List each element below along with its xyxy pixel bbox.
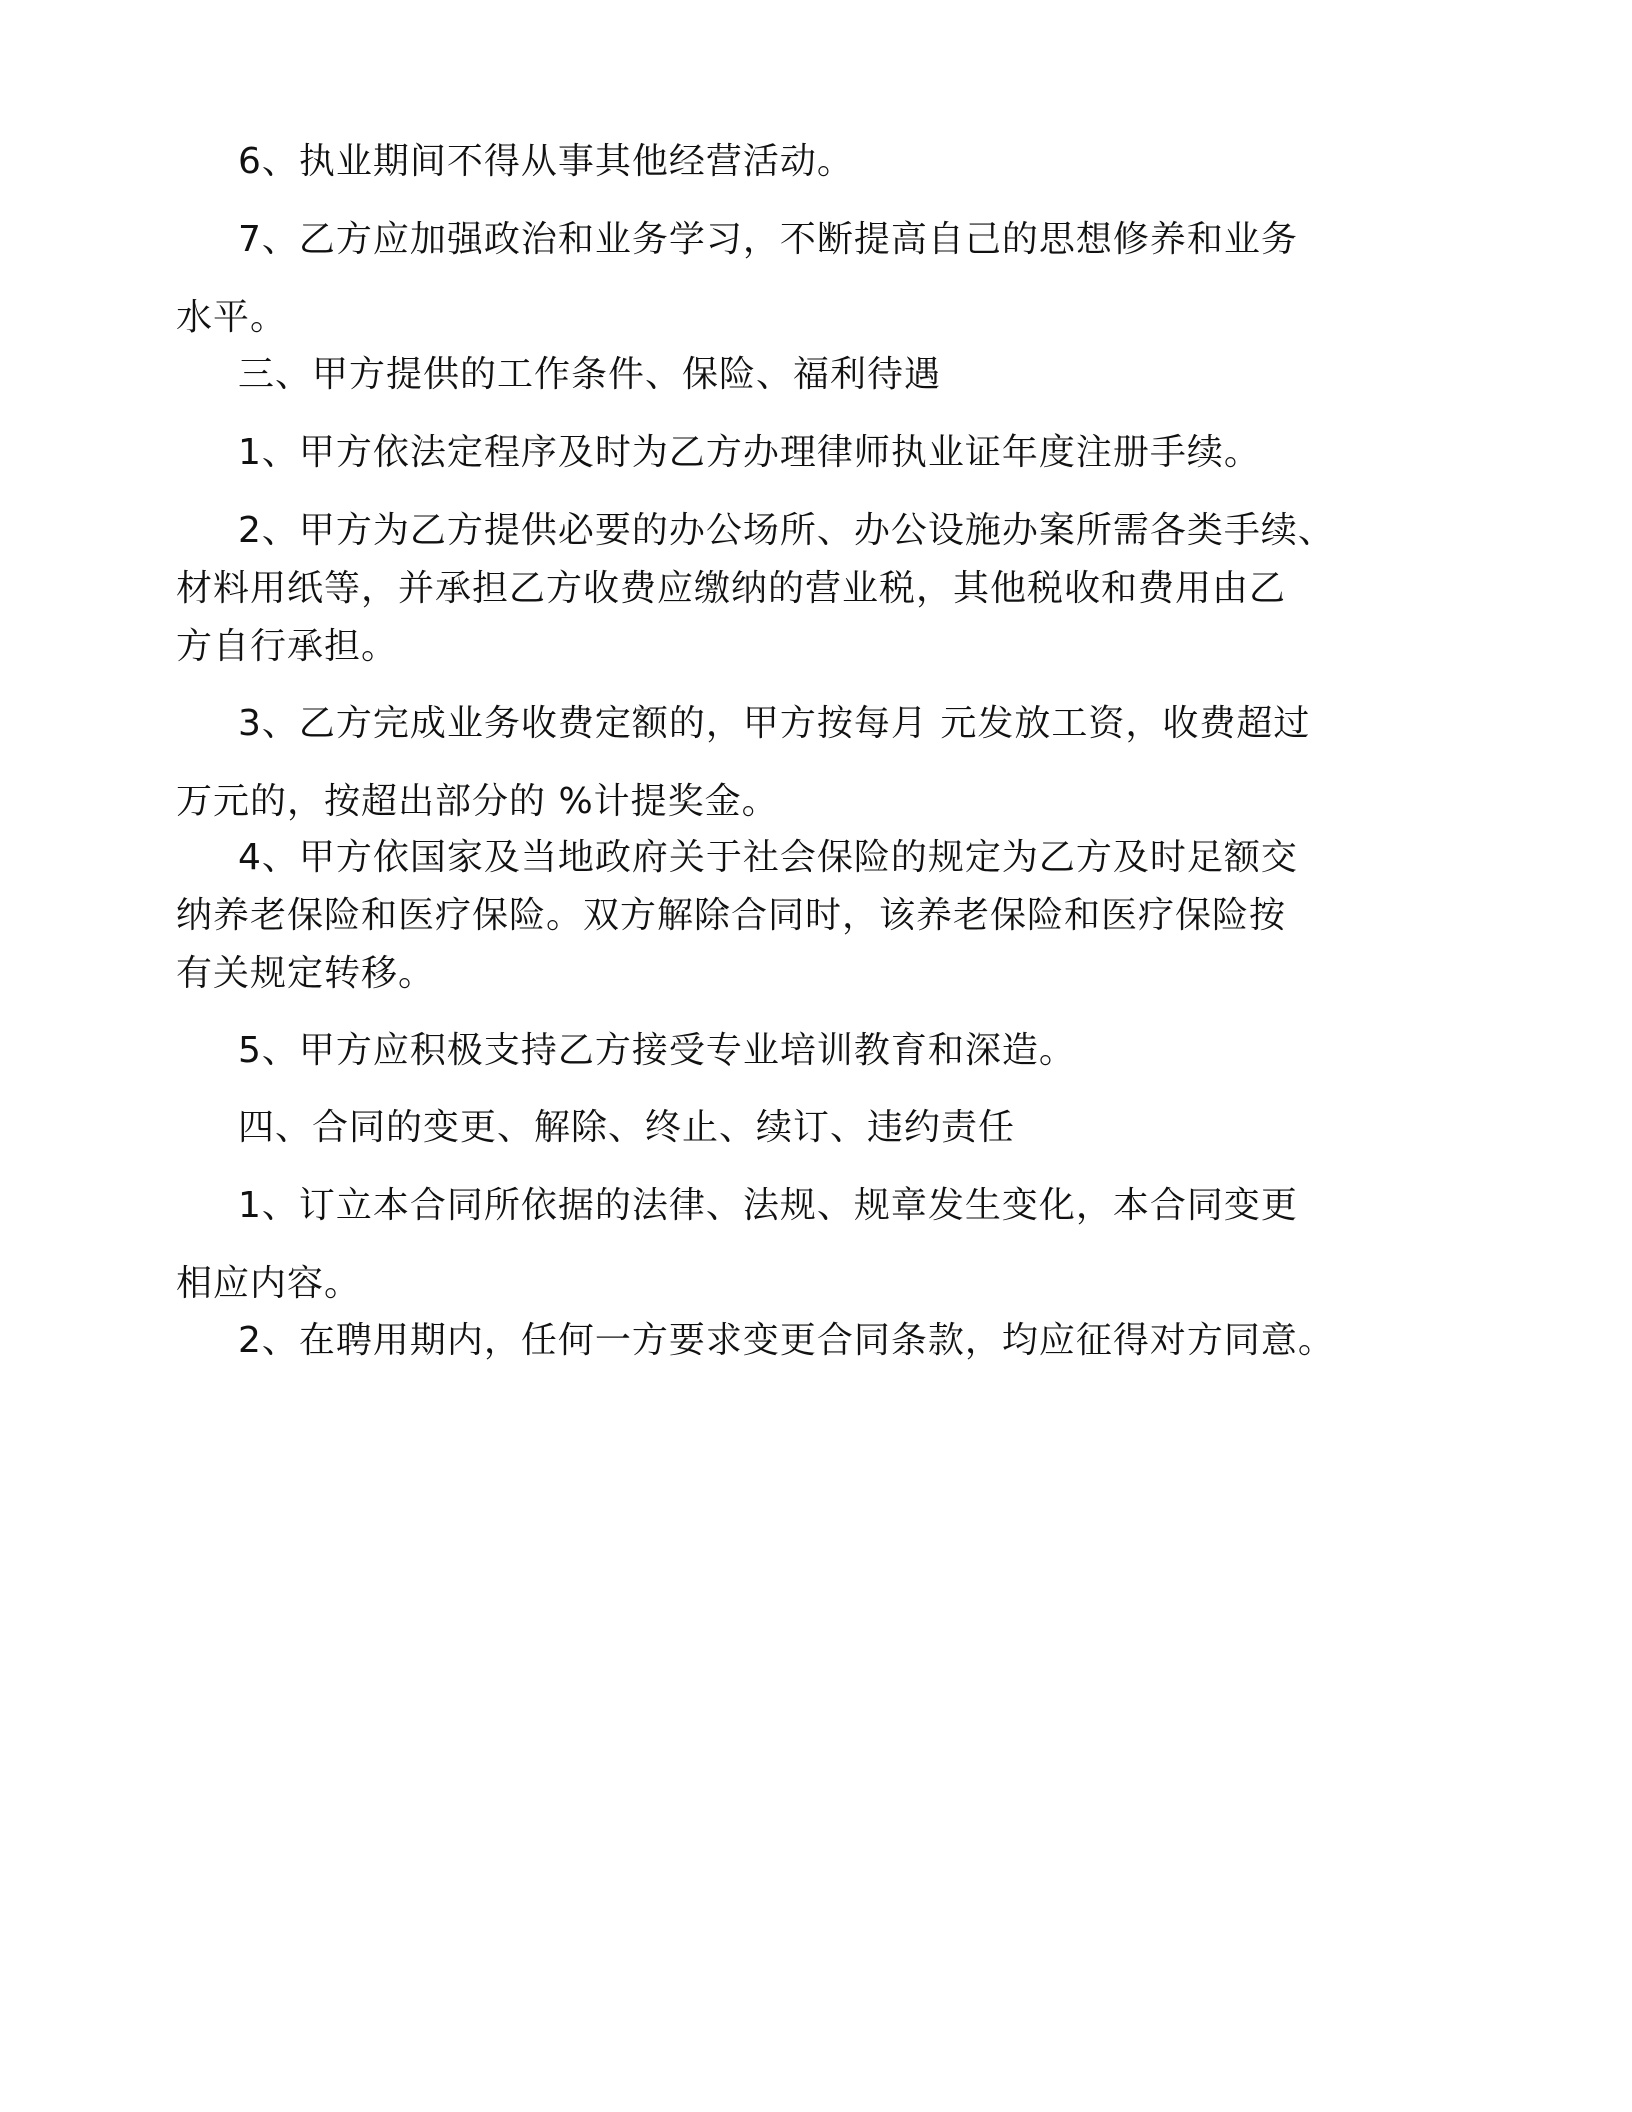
text-line: 水平。 <box>176 297 288 338</box>
text-line: 1、甲方依法定程序及时为乙方办理律师执业证年度注册手续。 <box>238 432 1261 473</box>
paragraph-3-4 <box>176 819 1398 1013</box>
text-line: 2、在聘用期内，任何一方要求变更合同条款，均应征得对方同意。 <box>238 1320 1335 1361</box>
text-line: 7、乙方应加强政治和业务学习，不断提高自己的思想修养和业务 <box>238 219 1298 260</box>
paragraph-3-1 <box>238 414 1398 492</box>
text-line: 相应内容。 <box>176 1263 362 1304</box>
text-line: 3、乙方完成业务收费定额的，甲方按每月 元发放工资，收费超过 <box>238 703 1311 744</box>
section-heading-3 <box>238 336 1398 414</box>
paragraph-4-2 <box>238 1302 1398 1380</box>
text-line: 4、甲方依国家及当地政府关于社会保险的规定为乙方及时足额交 <box>238 837 1298 878</box>
text-line: 材料用纸等，并承担乙方收费应缴纳的营业税，其他税收和费用由乙 <box>176 568 1287 609</box>
paragraph-3-3 <box>176 685 1398 841</box>
text-line: 四、合同的变更、解除、终止、续订、违约责任 <box>238 1107 1016 1148</box>
text-line: 1、订立本合同所依据的法律、法规、规章发生变化，本合同变更 <box>238 1185 1298 1226</box>
text-line: 2、甲方为乙方提供必要的办公场所、办公设施办案所需各类手续、 <box>238 510 1335 551</box>
text-line: 三、甲方提供的工作条件、保险、福利待遇 <box>238 354 942 395</box>
text-line: 万元的，按超出部分的 %计提奖金。 <box>176 781 779 822</box>
text-line: 方自行承担。 <box>176 626 399 667</box>
paragraph-clause-7 <box>176 201 1398 357</box>
paragraph-4-1 <box>176 1167 1398 1323</box>
paragraph-3-2 <box>176 492 1398 686</box>
paragraph-clause-6 <box>238 123 1398 201</box>
paragraph-3-5 <box>238 1012 1398 1090</box>
text-line: 6、执业期间不得从事其他经营活动。 <box>238 141 854 182</box>
section-heading-4 <box>238 1089 1398 1167</box>
text-line: 有关规定转移。 <box>176 953 436 994</box>
text-line: 纳养老保险和医疗保险。双方解除合同时，该养老保险和医疗保险按 <box>176 895 1287 936</box>
text-line: 5、甲方应积极支持乙方接受专业培训教育和深造。 <box>238 1030 1076 1071</box>
